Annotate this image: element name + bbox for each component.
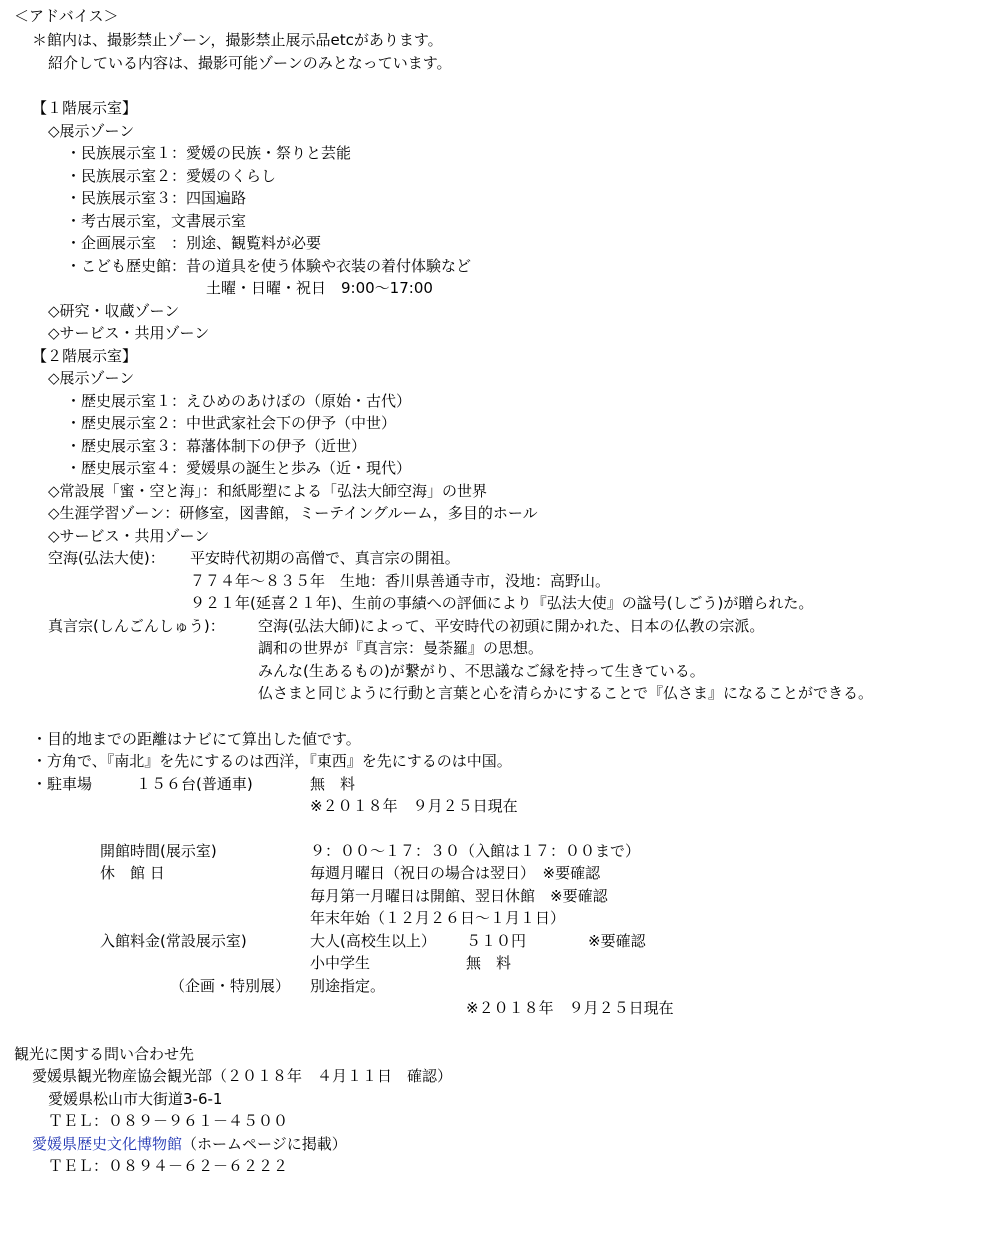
closed-line: 毎月第一月曜日は開館、翌日休館 ※要確認 bbox=[310, 887, 608, 905]
floor1-item: ・民族展示室２：愛媛のくらし bbox=[66, 167, 277, 185]
floor2-item: ・歴史展示室３：幕藩体制下の伊予（近世） bbox=[66, 437, 367, 455]
museum-homepage-link[interactable]: 愛媛県歴史文化博物館 bbox=[32, 1135, 183, 1153]
closed-label: 休 館 日 bbox=[100, 864, 165, 882]
contact-org2-note: （ホームページに掲載） bbox=[182, 1135, 347, 1153]
shingon-line: 空海(弘法大師)によって、平安時代の初頭に開かれた、日本の仏教の宗派。 bbox=[258, 617, 765, 635]
admission-label: 入館料金(常設展示室) bbox=[100, 932, 247, 950]
contact-org2 bbox=[32, 1133, 347, 1155]
floor2-title: 【２階展示室】 bbox=[32, 347, 138, 365]
floor2-lifelong-learning: ◇生涯学習ゾーン：研修室，図書館，ミーテイングルーム，多目的ホール bbox=[48, 504, 538, 522]
admission-adult-fee: ５１０円 bbox=[466, 932, 527, 950]
floor1-item: ・こども歴史館：昔の道具を使う体験や衣装の着付体験など bbox=[66, 257, 472, 275]
floor1-item: ・考古展示室，文書展示室 bbox=[66, 212, 247, 230]
note-direction: ・方角で、『南北』を先にするのは西洋，『東西』を先にするのは中国。 bbox=[32, 752, 512, 770]
admission-child: 小中学生 bbox=[310, 954, 371, 972]
floor2-item: ・歴史展示室１：えひめのあけぼの（原始・古代） bbox=[66, 392, 412, 410]
floor1-item: ・民族展示室３：四国遍路 bbox=[66, 189, 247, 207]
contact-org2-tel: ＴＥＬ：０８９４－６２－６２２２ bbox=[48, 1157, 289, 1175]
shingon-line: 仏さまと同じように行動と言葉と心を清らかにすることで『仏さま』になることができる。 bbox=[258, 684, 874, 702]
parking-as-of: ※２０１８年 ９月２５日現在 bbox=[310, 797, 518, 815]
admission-child-fee: 無 料 bbox=[466, 954, 512, 972]
floor1-title: 【１階展示室】 bbox=[32, 99, 138, 117]
floor2-item: ・歴史展示室４：愛媛県の誕生と歩み（近・現代） bbox=[66, 459, 412, 477]
floor1-zone-service: ◇サービス・共用ゾーン bbox=[48, 324, 210, 342]
closed-line: 年末年始（１２月２６日～１月１日） bbox=[310, 909, 566, 927]
advice-heading: ＜アドバイス＞ bbox=[14, 7, 119, 25]
contact-org1-address: 愛媛県松山市大街道3-6-1 bbox=[48, 1090, 223, 1108]
floor1-zone-research: ◇研究・収蔵ゾーン bbox=[48, 302, 180, 320]
floor2-item: ・歴史展示室２：中世武家社会下の伊予（中世） bbox=[66, 414, 397, 432]
admission-as-of: ※２０１８年 ９月２５日現在 bbox=[466, 999, 674, 1017]
parking-fee: 無 料 bbox=[310, 775, 356, 793]
hours-value: ９：００～１７：３０（入館は１７：００まで） bbox=[310, 842, 641, 860]
contact-org1: 愛媛県観光物産協会観光部（２０１８年 ４月１１日 確認） bbox=[32, 1067, 453, 1085]
admission-adult-note: ※要確認 bbox=[588, 932, 646, 950]
contact-title: 観光に関する問い合わせ先 bbox=[14, 1045, 195, 1063]
admission-adult: 大人(高校生以上） bbox=[310, 932, 436, 950]
floor1-item: ・企画展示室 ：別途、観覧料が必要 bbox=[66, 234, 322, 252]
parking-label: ・駐車場 bbox=[32, 775, 93, 793]
shingon-line: 調和の世界が『真言宗：曼荼羅』の思想。 bbox=[258, 639, 544, 657]
shingon-label: 真言宗(しんごんしゅう)： bbox=[48, 617, 225, 635]
notice-line-2: 紹介している内容は、撮影可能ゾーンのみとなっています。 bbox=[48, 54, 452, 72]
admission-special-value: 別途指定。 bbox=[310, 977, 386, 995]
floor2-service: ◇サービス・共用ゾーン bbox=[48, 527, 210, 545]
kukai-label: 空海(弘法大使)： bbox=[48, 549, 165, 567]
floor2-zone-exhibit: ◇展示ゾーン bbox=[48, 369, 135, 387]
notice-line-1: ＊館内は、撮影禁止ゾーン，撮影禁止展示品etcがあります。 bbox=[32, 31, 443, 49]
parking-count: １５６台(普通車) bbox=[136, 775, 253, 793]
hours-label: 開館時間(展示室) bbox=[100, 842, 217, 860]
admission-special-label: （企画・特別展） bbox=[170, 977, 291, 995]
kukai-line: ９２１年(延喜２１年)、生前の事績への評価により『弘法大使』の諡号(しごう)が贈られた。 bbox=[190, 594, 814, 612]
kukai-line: 平安時代初期の高僧で、真言宗の開祖。 bbox=[190, 549, 460, 567]
contact-org1-tel: ＴＥＬ：０８９－９６１－４５００ bbox=[48, 1112, 289, 1130]
kids-hall-hours: 土曜・日曜・祝日 9:00～17:00 bbox=[206, 279, 433, 297]
kukai-line: ７７４年～８３５年 生地：香川県善通寺市，没地：高野山。 bbox=[190, 572, 611, 590]
floor2-permanent: ◇常設展「蜜・空と海」：和紙彫塑による「弘法大師空海」の世界 bbox=[48, 482, 488, 500]
note-distance: ・目的地までの距離はナビにて算出した値です。 bbox=[32, 730, 361, 748]
shingon-line: みんな(生あるもの)が繋がり、不思議なご縁を持って生きている。 bbox=[258, 662, 705, 680]
floor1-zone-exhibit: ◇展示ゾーン bbox=[48, 122, 135, 140]
closed-line: 毎週月曜日（祝日の場合は翌日） ※要確認 bbox=[310, 864, 601, 882]
floor1-item: ・民族展示室１：愛媛の民族・祭りと芸能 bbox=[66, 144, 352, 162]
